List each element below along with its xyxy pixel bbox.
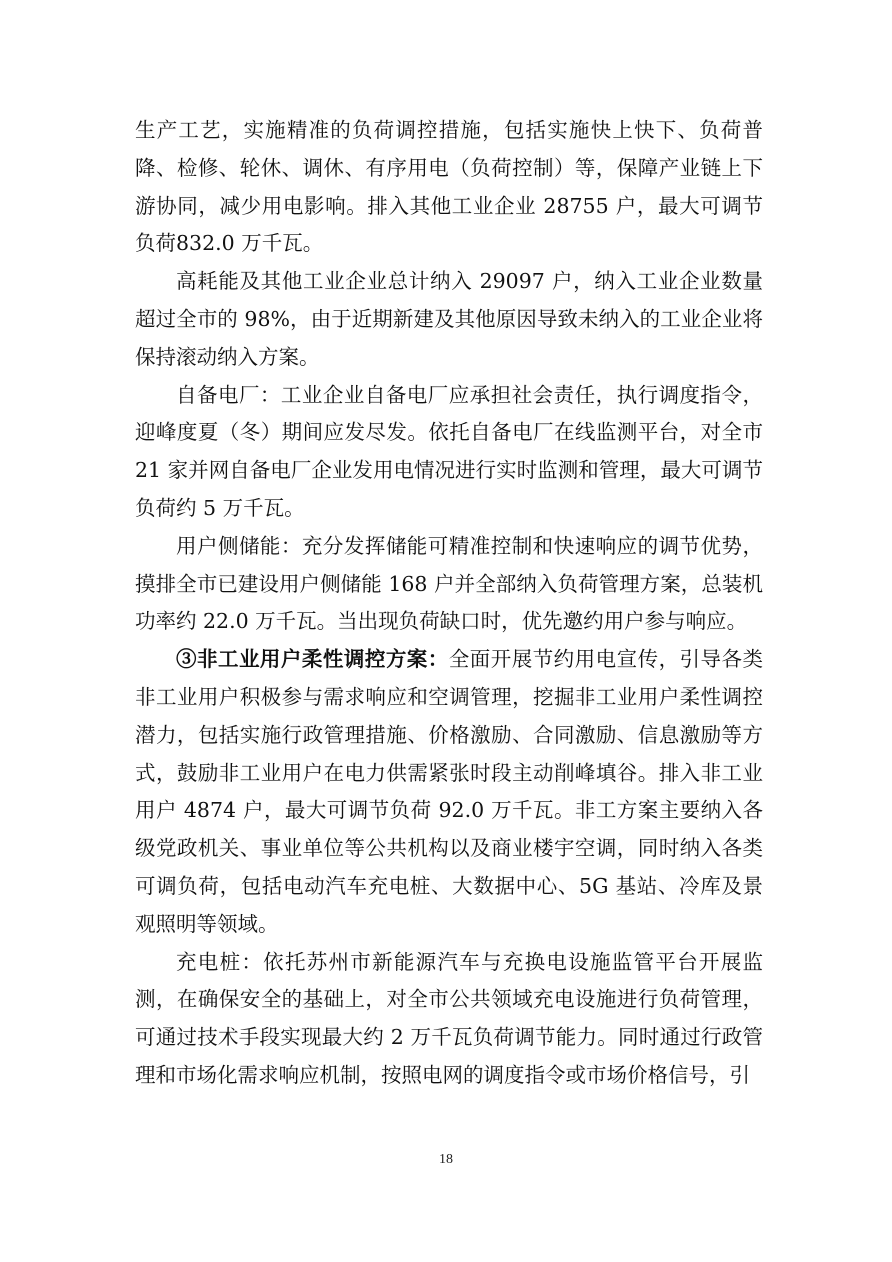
page-number: 18 (439, 1152, 453, 1167)
paragraph-continuation: 生产工艺，实施精准的负荷调控措施，包括实施快上快下、负荷普降、检修、轮休、调休、有序用电（负荷控制）等，保障产业链上下游协同，减少用电影响。排入其他工业企业 28755 户，最大可调节负荷832.0 万千瓦。 (135, 118, 763, 256)
paragraph-self-owned-power-plant: 自备电厂：工业企业自备电厂应承担社会责任，执行调度指令，迎峰度夏（冬）期间应发尽发。依托自备电厂在线监测平台，对全市21 家并网自备电厂企业发用电情况进行实时监测和管理，最大可调节负荷约 5 万千瓦。 (135, 382, 763, 520)
paragraph-industrial-total: 高耗能及其他工业企业总计纳入 29097 户，纳入工业企业数量超过全市的 98%，由于近期新建及其他原因导致未纳入的工业企业将保持滚动纳入方案。 (135, 269, 763, 369)
section-heading-non-industrial: ③非工业用户柔性调控方案： (176, 647, 449, 672)
paragraph-non-industrial-body: 全面开展节约用电宣传，引导各类非工业用户积极参与需求响应和空调管理，挖掘非工业用户柔性调控潜力，包括实施行政管理措施、价格激励、合同激励、信息激励等方式，鼓励非工业用户在电力供需紧张时段主动削峰填谷。排入非工业用户 4874 户，最大可调节负荷 92.0 万千瓦。非工方案主要纳入各级党政机关、事业单位等公共机构以及商业楼宇空调，同时纳入各类可调负荷，包括电动汽车充电桩、大数据中心、5G 基站、冷库及景观照明等领域。 (135, 647, 764, 936)
paragraph-user-side-storage: 用户侧储能：充分发挥储能可精准控制和快速响应的调节优势，摸排全市已建设用户侧储能 168 户并全部纳入负荷管理方案，总装机功率约 22.0 万千瓦。当出现负荷缺口时，优先邀约用户参与响应。 (135, 533, 763, 634)
body-text (135, 112, 763, 1095)
paragraph-non-industrial-plan (135, 641, 763, 943)
paragraph-charging-pile: 充电桩：依托苏州市新能源汽车与充换电设施监管平台开展监测，在确保安全的基础上，对全市公共领域充电设施进行负荷管理，可通过技术手段实现最大约 2 万千瓦负荷调节能力。同时通过行政管理和市场化需求响应机制，按照电网的调度指令或市场价格信号，引 (135, 949, 763, 1087)
